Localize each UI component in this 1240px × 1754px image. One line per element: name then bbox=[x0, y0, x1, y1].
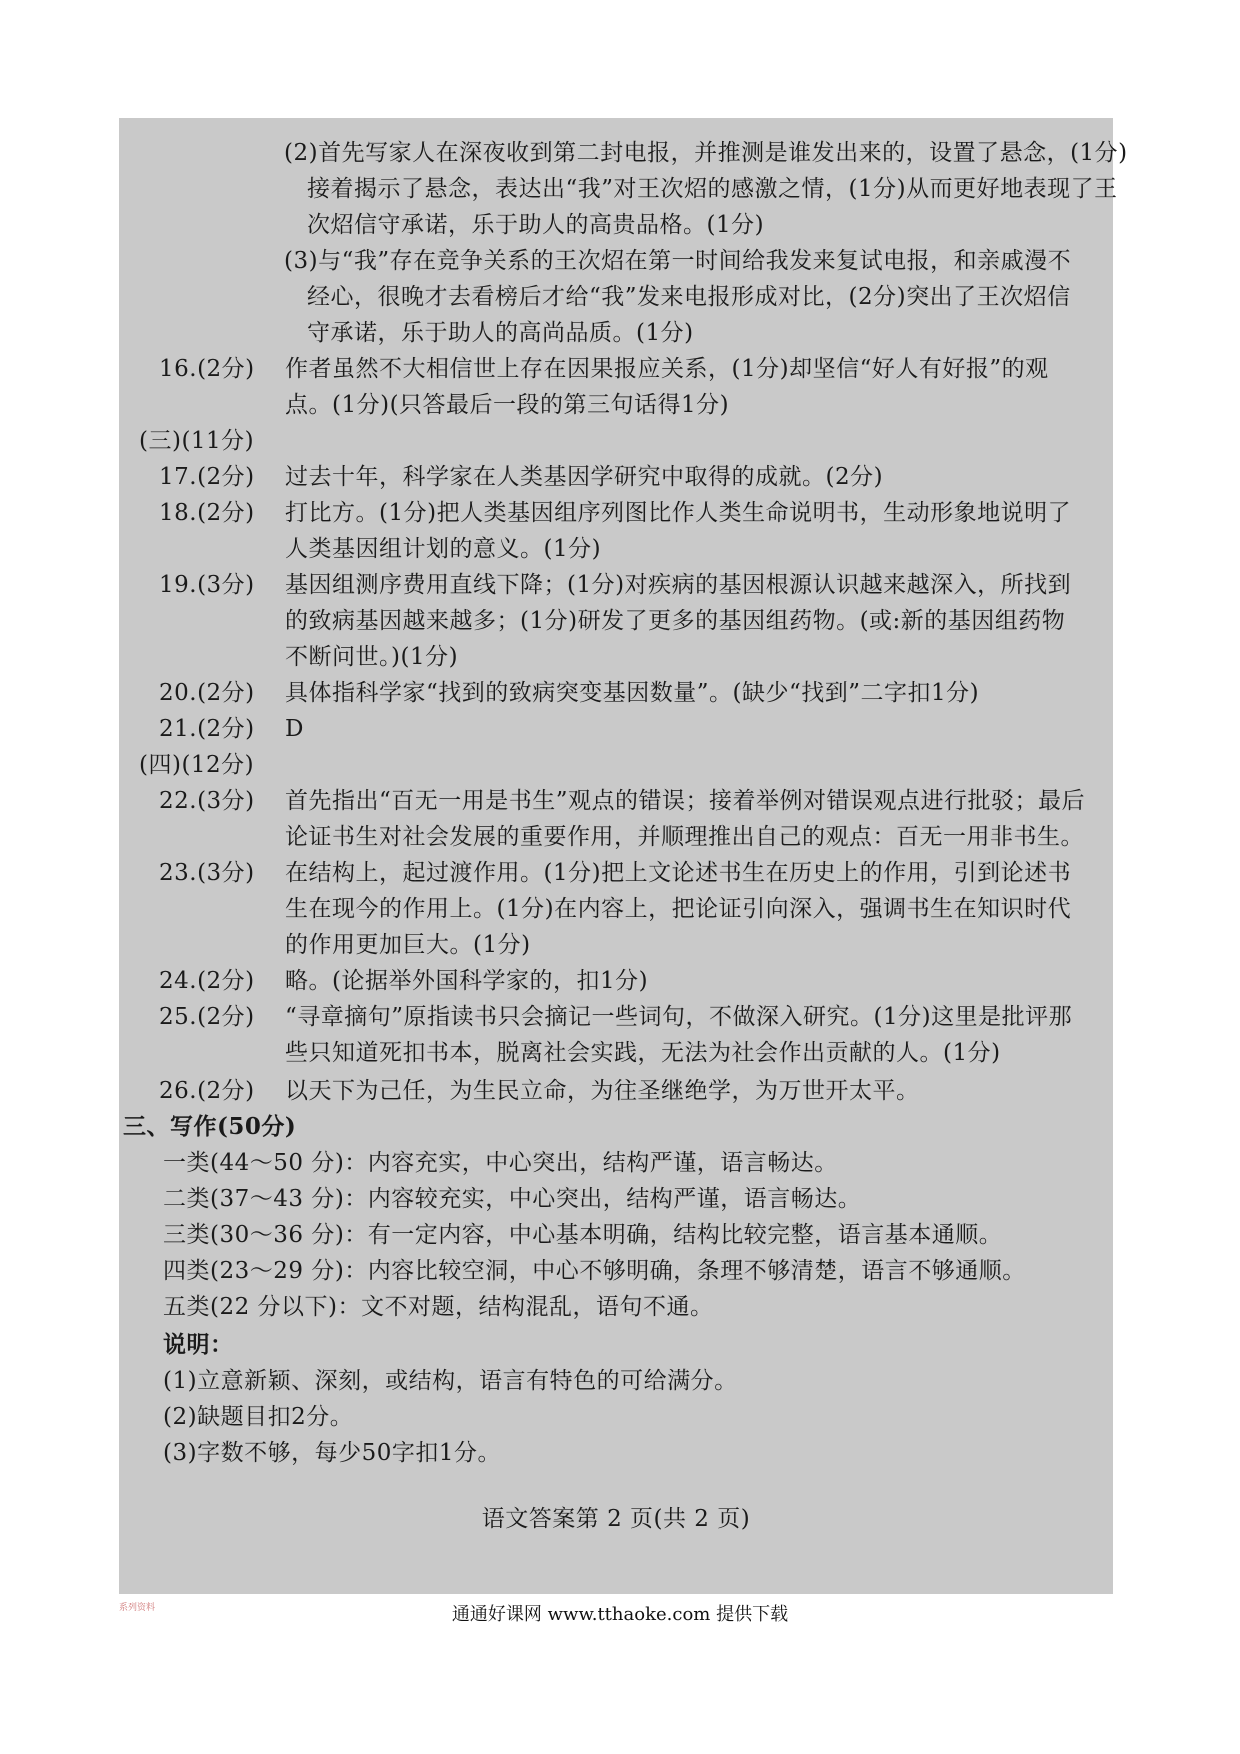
answer-line: 具体指科学家“找到的致病突变基因数量”。(缺少“找到”二字扣1分) bbox=[285, 680, 980, 706]
question-number: 26.(2分) bbox=[159, 1078, 255, 1104]
question-number: 17.(2分) bbox=[159, 464, 255, 490]
answer-line: 以天下为己任，为生民立命，为往圣继绝学，为万世开太平。 bbox=[285, 1078, 920, 1104]
answer-line: 接着揭示了悬念，表达出“我”对王次炤的感激之情，(1分)从而更好地表现了王 bbox=[307, 176, 1118, 202]
grade-line: 五类(22 分以下)：文不对题，结构混乱，语句不通。 bbox=[163, 1294, 714, 1320]
answer-line: 打比方。(1分)把人类基因组序列图比作人类生命说明书，生动形象地说明了 bbox=[285, 500, 1072, 526]
question-number: 22.(3分) bbox=[159, 788, 255, 814]
question-number: 25.(2分) bbox=[159, 1004, 255, 1030]
answer-line: 首先指出“百无一用是书生”观点的错误；接着举例对错误观点进行批驳；最后 bbox=[285, 788, 1086, 814]
question-number: 24.(2分) bbox=[159, 968, 255, 994]
grade-line: 四类(23～29 分)：内容比较空洞，中心不够明确，条理不够清楚，语言不够通顺。 bbox=[163, 1258, 1026, 1284]
answer-line: 经心，很晚才去看榜后才给“我”发来电报形成对比，(2分)突出了王次炤信 bbox=[307, 284, 1071, 310]
section-heading: (四)(12分) bbox=[139, 752, 255, 778]
question-number: 19.(3分) bbox=[159, 572, 255, 598]
answer-line: (2)首先写家人在深夜收到第二封电报，并推测是谁发出来的，设置了悬念，(1分) bbox=[284, 140, 1128, 166]
watermark: 系列资料 bbox=[119, 1603, 156, 1613]
source-footer: 通通好课网 www.tthaoke.com 提供下载 bbox=[451, 1604, 789, 1625]
question-number: 20.(2分) bbox=[159, 680, 255, 706]
grade-line: 三类(30～36 分)：有一定内容，中心基本明确，结构比较完整，语言基本通顺。 bbox=[163, 1222, 1003, 1248]
answer-line: 不断问世。)(1分) bbox=[285, 644, 459, 670]
grade-line: 二类(37～43 分)：内容较充实，中心突出，结构严谨，语言畅达。 bbox=[163, 1186, 862, 1212]
answer-line: 略。(论据举外国科学家的，扣1分) bbox=[285, 968, 649, 994]
note-line: (2)缺题目扣2分。 bbox=[163, 1404, 354, 1430]
answer-line: “寻章摘句”原指读书只会摘记一些词句，不做深入研究。(1分)这里是批评那 bbox=[285, 1004, 1073, 1030]
question-number: 21.(2分) bbox=[159, 716, 255, 742]
answer-line: 论证书生对社会发展的重要作用，并顺理推出自己的观点：百无一用非书生。 bbox=[285, 824, 1084, 850]
question-number: 23.(3分) bbox=[159, 860, 255, 886]
answer-line: 些只知道死扣书本，脱离社会实践，无法为社会作出贡献的人。(1分) bbox=[285, 1040, 1001, 1066]
answer-line: 人类基因组计划的意义。(1分) bbox=[285, 536, 602, 562]
section-heading: (三)(11分) bbox=[139, 428, 255, 454]
answer-line: D bbox=[285, 716, 304, 742]
note-line: (1)立意新颖、深刻，或结构，语言有特色的可给满分。 bbox=[163, 1368, 738, 1394]
answer-line: 作者虽然不大相信世上存在因果报应关系，(1分)却坚信“好人有好报”的观 bbox=[285, 356, 1049, 382]
answer-line: 的作用更加巨大。(1分) bbox=[285, 932, 531, 958]
answer-line: 次炤信守承诺，乐于助人的高贵品格。(1分) bbox=[307, 212, 765, 238]
answer-line: 的致病基因越来越多；(1分)研发了更多的基因组药物。(或:新的基因组药物 bbox=[285, 608, 1066, 634]
answer-line: 生在现今的作用上。(1分)在内容上，把论证引向深入，强调书生在知识时代 bbox=[285, 896, 1072, 922]
question-number: 18.(2分) bbox=[159, 500, 255, 526]
notes-heading: 说明： bbox=[163, 1331, 234, 1358]
question-number: 16.(2分) bbox=[159, 356, 255, 382]
answer-line: 基因组测序费用直线下降；(1分)对疾病的基因根源认识越来越深入，所找到 bbox=[285, 572, 1072, 598]
note-line: (3)字数不够，每少50字扣1分。 bbox=[163, 1440, 501, 1466]
answer-line: 过去十年，科学家在人类基因学研究中取得的成就。(2分) bbox=[285, 464, 884, 490]
scanned-page bbox=[119, 118, 1128, 1594]
answer-line: 点。(1分)(只答最后一段的第三句话得1分) bbox=[285, 392, 730, 418]
answer-line: 守承诺，乐于助人的高尚品质。(1分) bbox=[307, 320, 694, 346]
section-heading-writing: 三、写作(50分) bbox=[123, 1113, 297, 1140]
grade-line: 一类(44～50 分)：内容充实，中心突出，结构严谨，语言畅达。 bbox=[163, 1150, 838, 1176]
answer-line: 在结构上，起过渡作用。(1分)把上文论述书生在历史上的作用，引到论述书 bbox=[285, 860, 1072, 886]
page-footer: 语文答案第 2 页(共 2 页) bbox=[481, 1506, 751, 1532]
answer-line: (3)与“我”存在竞争关系的王次炤在第一时间给我发来复试电报，和亲戚漫不 bbox=[284, 248, 1072, 274]
